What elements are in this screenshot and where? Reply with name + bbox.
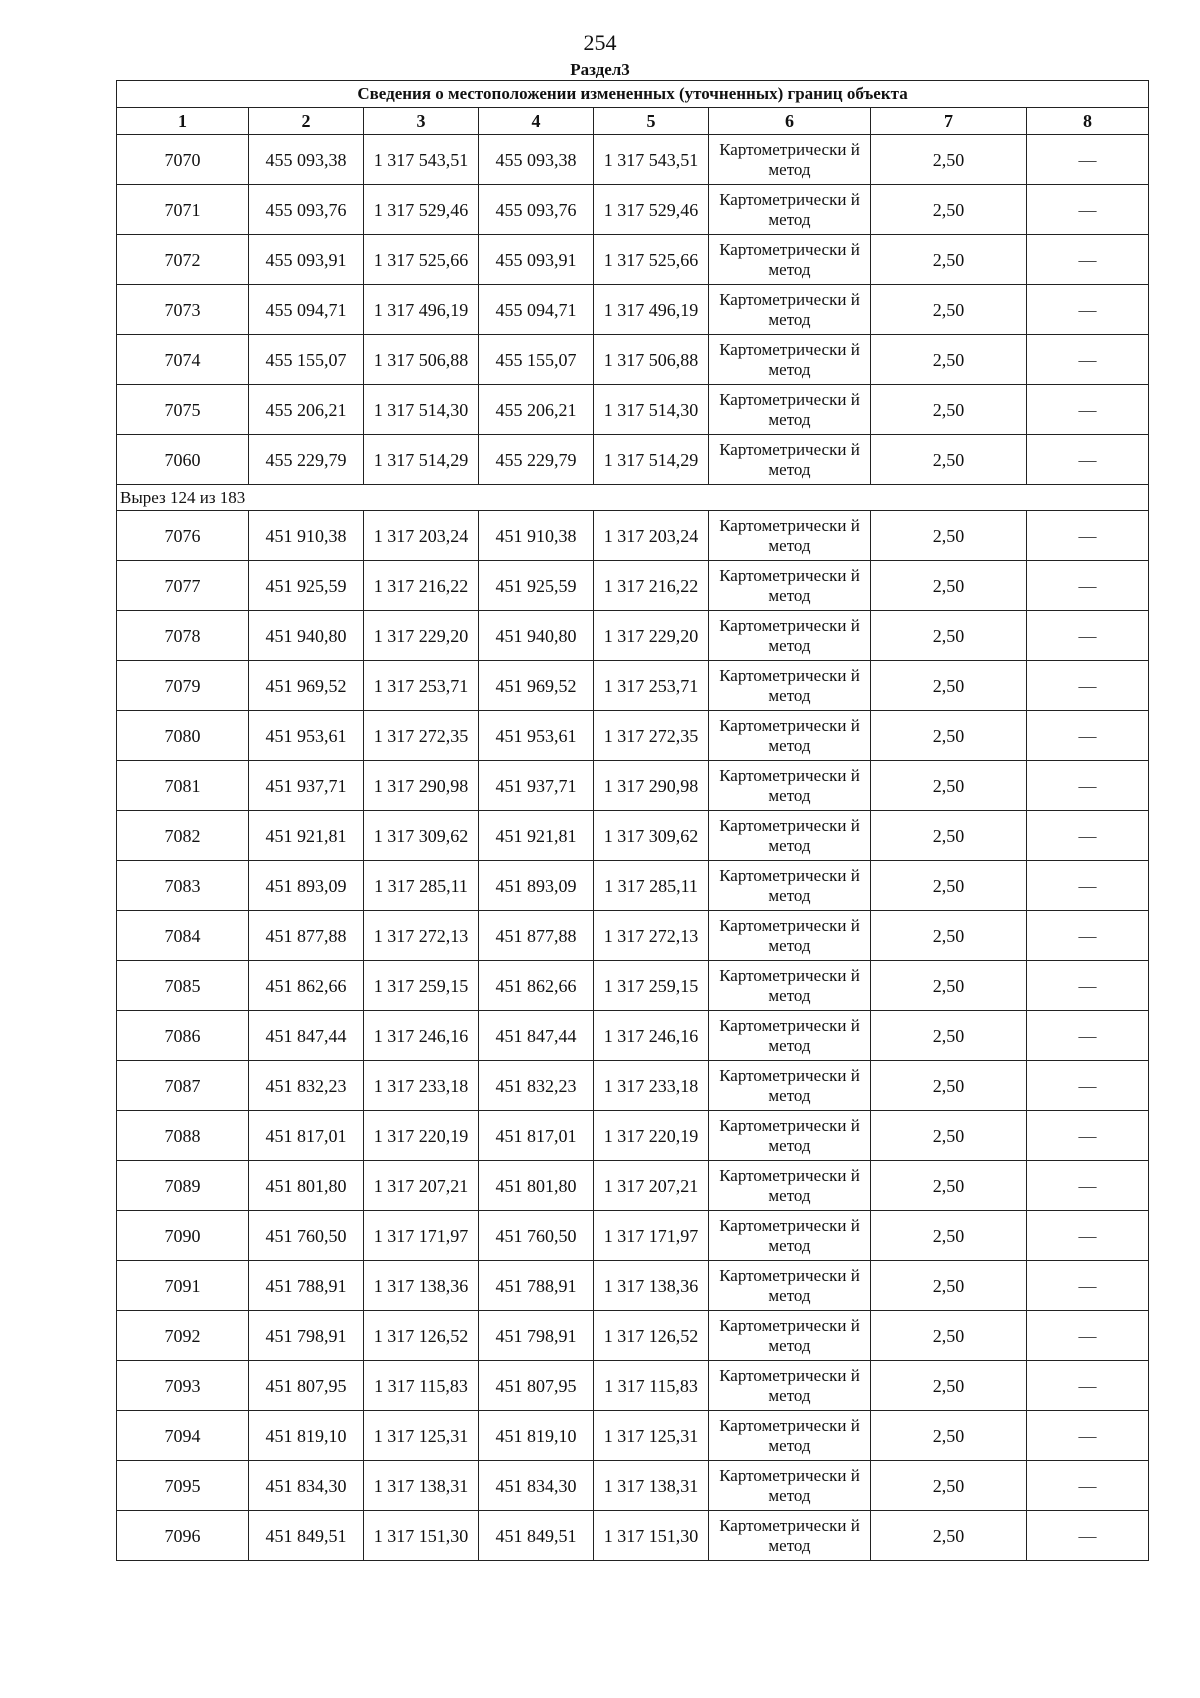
point-number-cell: 7081 bbox=[117, 761, 249, 811]
accuracy-cell: 2,50 bbox=[871, 1411, 1027, 1461]
x-new-cell: 451 921,81 bbox=[479, 811, 594, 861]
y-existing-cell: 1 317 115,83 bbox=[364, 1361, 479, 1411]
point-number-cell: 7074 bbox=[117, 335, 249, 385]
y-new-cell: 1 317 514,29 bbox=[594, 435, 709, 485]
column-header: 6 bbox=[709, 108, 871, 135]
table-row bbox=[117, 1261, 1149, 1311]
method-cell: Картометрически й метод bbox=[709, 135, 871, 185]
x-existing-cell: 455 094,71 bbox=[249, 285, 364, 335]
x-existing-cell: 451 893,09 bbox=[249, 861, 364, 911]
y-existing-cell: 1 317 285,11 bbox=[364, 861, 479, 911]
accuracy-cell: 2,50 bbox=[871, 235, 1027, 285]
method-cell: Картометрически й метод bbox=[709, 511, 871, 561]
description-cell: — bbox=[1027, 285, 1149, 335]
y-new-cell: 1 317 203,24 bbox=[594, 511, 709, 561]
table-row bbox=[117, 1111, 1149, 1161]
y-new-cell: 1 317 138,31 bbox=[594, 1461, 709, 1511]
description-cell: — bbox=[1027, 1161, 1149, 1211]
method-cell: Картометрически й метод bbox=[709, 185, 871, 235]
point-number-cell: 7089 bbox=[117, 1161, 249, 1211]
y-existing-cell: 1 317 233,18 bbox=[364, 1061, 479, 1111]
point-number-cell: 7071 bbox=[117, 185, 249, 235]
y-new-cell: 1 317 272,13 bbox=[594, 911, 709, 961]
y-new-cell: 1 317 229,20 bbox=[594, 611, 709, 661]
section-label: Раздел3 bbox=[570, 60, 630, 79]
y-new-cell: 1 317 171,97 bbox=[594, 1211, 709, 1261]
y-existing-cell: 1 317 259,15 bbox=[364, 961, 479, 1011]
description-cell: — bbox=[1027, 335, 1149, 385]
accuracy-cell: 2,50 bbox=[871, 1511, 1027, 1561]
y-new-cell: 1 317 115,83 bbox=[594, 1361, 709, 1411]
accuracy-cell: 2,50 bbox=[871, 661, 1027, 711]
accuracy-cell: 2,50 bbox=[871, 961, 1027, 1011]
x-existing-cell: 451 798,91 bbox=[249, 1311, 364, 1361]
x-existing-cell: 451 834,30 bbox=[249, 1461, 364, 1511]
x-existing-cell: 451 937,71 bbox=[249, 761, 364, 811]
method-cell: Картометрически й метод bbox=[709, 1361, 871, 1411]
point-number-cell: 7087 bbox=[117, 1061, 249, 1111]
method-cell: Картометрически й метод bbox=[709, 1111, 871, 1161]
accuracy-cell: 2,50 bbox=[871, 435, 1027, 485]
x-new-cell: 451 937,71 bbox=[479, 761, 594, 811]
description-cell: — bbox=[1027, 1061, 1149, 1111]
point-number-cell: 7070 bbox=[117, 135, 249, 185]
table-row bbox=[117, 711, 1149, 761]
x-existing-cell: 451 847,44 bbox=[249, 1011, 364, 1061]
method-cell: Картометрически й метод bbox=[709, 1011, 871, 1061]
description-cell: — bbox=[1027, 511, 1149, 561]
y-existing-cell: 1 317 290,98 bbox=[364, 761, 479, 811]
method-cell: Картометрически й метод bbox=[709, 861, 871, 911]
y-existing-cell: 1 317 506,88 bbox=[364, 335, 479, 385]
accuracy-cell: 2,50 bbox=[871, 861, 1027, 911]
y-existing-cell: 1 317 207,21 bbox=[364, 1161, 479, 1211]
y-new-cell: 1 317 125,31 bbox=[594, 1411, 709, 1461]
table-row bbox=[117, 135, 1149, 185]
y-existing-cell: 1 317 529,46 bbox=[364, 185, 479, 235]
point-number-cell: 7088 bbox=[117, 1111, 249, 1161]
accuracy-cell: 2,50 bbox=[871, 285, 1027, 335]
description-cell: — bbox=[1027, 661, 1149, 711]
method-cell: Картометрически й метод bbox=[709, 285, 871, 335]
x-new-cell: 451 817,01 bbox=[479, 1111, 594, 1161]
y-existing-cell: 1 317 543,51 bbox=[364, 135, 479, 185]
y-existing-cell: 1 317 309,62 bbox=[364, 811, 479, 861]
method-cell: Картометрически й метод bbox=[709, 911, 871, 961]
accuracy-cell: 2,50 bbox=[871, 911, 1027, 961]
point-number-cell: 7076 bbox=[117, 511, 249, 561]
accuracy-cell: 2,50 bbox=[871, 561, 1027, 611]
method-cell: Картометрически й метод bbox=[709, 961, 871, 1011]
table-row bbox=[117, 1161, 1149, 1211]
description-cell: — bbox=[1027, 1511, 1149, 1561]
method-cell: Картометрически й метод bbox=[709, 385, 871, 435]
point-number-cell: 7083 bbox=[117, 861, 249, 911]
accuracy-cell: 2,50 bbox=[871, 1311, 1027, 1361]
y-existing-cell: 1 317 496,19 bbox=[364, 285, 479, 335]
method-cell: Картометрически й метод bbox=[709, 1511, 871, 1561]
point-number-cell: 7085 bbox=[117, 961, 249, 1011]
x-existing-cell: 451 801,80 bbox=[249, 1161, 364, 1211]
y-new-cell: 1 317 529,46 bbox=[594, 185, 709, 235]
point-number-cell: 7082 bbox=[117, 811, 249, 861]
description-cell: — bbox=[1027, 561, 1149, 611]
x-existing-cell: 451 921,81 bbox=[249, 811, 364, 861]
y-new-cell: 1 317 207,21 bbox=[594, 1161, 709, 1211]
x-new-cell: 451 807,95 bbox=[479, 1361, 594, 1411]
table-row bbox=[117, 185, 1149, 235]
table-row bbox=[117, 811, 1149, 861]
method-cell: Картометрически й метод bbox=[709, 811, 871, 861]
x-new-cell: 455 093,38 bbox=[479, 135, 594, 185]
table-title: Сведения о местоположении измененных (уточненных) границ объекта bbox=[117, 81, 1149, 108]
y-new-cell: 1 317 126,52 bbox=[594, 1311, 709, 1361]
y-new-cell: 1 317 138,36 bbox=[594, 1261, 709, 1311]
description-cell: — bbox=[1027, 811, 1149, 861]
point-number-cell: 7073 bbox=[117, 285, 249, 335]
x-new-cell: 451 925,59 bbox=[479, 561, 594, 611]
accuracy-cell: 2,50 bbox=[871, 761, 1027, 811]
method-cell: Картометрически й метод bbox=[709, 761, 871, 811]
table-row bbox=[117, 961, 1149, 1011]
column-header: 5 bbox=[594, 108, 709, 135]
x-existing-cell: 455 229,79 bbox=[249, 435, 364, 485]
x-new-cell: 451 788,91 bbox=[479, 1261, 594, 1311]
description-cell: — bbox=[1027, 911, 1149, 961]
accuracy-cell: 2,50 bbox=[871, 1161, 1027, 1211]
table-row bbox=[117, 1361, 1149, 1411]
accuracy-cell: 2,50 bbox=[871, 1011, 1027, 1061]
description-cell: — bbox=[1027, 435, 1149, 485]
x-new-cell: 455 229,79 bbox=[479, 435, 594, 485]
accuracy-cell: 2,50 bbox=[871, 1061, 1027, 1111]
column-header: 1 bbox=[117, 108, 249, 135]
accuracy-cell: 2,50 bbox=[871, 1461, 1027, 1511]
accuracy-cell: 2,50 bbox=[871, 335, 1027, 385]
x-new-cell: 451 969,52 bbox=[479, 661, 594, 711]
table-row bbox=[117, 435, 1149, 485]
x-new-cell: 451 862,66 bbox=[479, 961, 594, 1011]
x-new-cell: 451 834,30 bbox=[479, 1461, 594, 1511]
x-new-cell: 451 798,91 bbox=[479, 1311, 594, 1361]
table-row bbox=[117, 761, 1149, 811]
page-number: 254 bbox=[583, 30, 617, 55]
accuracy-cell: 2,50 bbox=[871, 185, 1027, 235]
x-existing-cell: 451 849,51 bbox=[249, 1511, 364, 1561]
x-existing-cell: 451 832,23 bbox=[249, 1061, 364, 1111]
column-header: 7 bbox=[871, 108, 1027, 135]
y-existing-cell: 1 317 151,30 bbox=[364, 1511, 479, 1561]
x-existing-cell: 455 093,76 bbox=[249, 185, 364, 235]
description-cell: — bbox=[1027, 185, 1149, 235]
y-new-cell: 1 317 272,35 bbox=[594, 711, 709, 761]
accuracy-cell: 2,50 bbox=[871, 1261, 1027, 1311]
accuracy-cell: 2,50 bbox=[871, 811, 1027, 861]
table-row bbox=[117, 1061, 1149, 1111]
x-existing-cell: 455 093,91 bbox=[249, 235, 364, 285]
method-cell: Картометрически й метод bbox=[709, 1161, 871, 1211]
column-header: 2 bbox=[249, 108, 364, 135]
point-number-cell: 7091 bbox=[117, 1261, 249, 1311]
description-cell: — bbox=[1027, 711, 1149, 761]
y-new-cell: 1 317 233,18 bbox=[594, 1061, 709, 1111]
y-existing-cell: 1 317 229,20 bbox=[364, 611, 479, 661]
description-cell: — bbox=[1027, 611, 1149, 661]
method-cell: Картометрически й метод bbox=[709, 611, 871, 661]
x-new-cell: 451 893,09 bbox=[479, 861, 594, 911]
y-new-cell: 1 317 543,51 bbox=[594, 135, 709, 185]
x-existing-cell: 455 155,07 bbox=[249, 335, 364, 385]
y-existing-cell: 1 317 220,19 bbox=[364, 1111, 479, 1161]
table-row bbox=[117, 611, 1149, 661]
table-row bbox=[117, 335, 1149, 385]
x-new-cell: 455 206,21 bbox=[479, 385, 594, 435]
point-number-cell: 7086 bbox=[117, 1011, 249, 1061]
description-cell: — bbox=[1027, 385, 1149, 435]
y-new-cell: 1 317 309,62 bbox=[594, 811, 709, 861]
method-cell: Картометрически й метод bbox=[709, 1211, 871, 1261]
y-existing-cell: 1 317 272,35 bbox=[364, 711, 479, 761]
x-existing-cell: 455 206,21 bbox=[249, 385, 364, 435]
x-new-cell: 455 093,91 bbox=[479, 235, 594, 285]
coordinates-table bbox=[116, 80, 1149, 1561]
table-row bbox=[117, 385, 1149, 435]
x-new-cell: 451 832,23 bbox=[479, 1061, 594, 1111]
description-cell: — bbox=[1027, 135, 1149, 185]
description-cell: — bbox=[1027, 961, 1149, 1011]
y-new-cell: 1 317 285,11 bbox=[594, 861, 709, 911]
accuracy-cell: 2,50 bbox=[871, 385, 1027, 435]
table-row bbox=[117, 561, 1149, 611]
point-number-cell: 7060 bbox=[117, 435, 249, 485]
accuracy-cell: 2,50 bbox=[871, 611, 1027, 661]
table-body bbox=[117, 81, 1149, 1561]
x-new-cell: 451 953,61 bbox=[479, 711, 594, 761]
x-existing-cell: 451 788,91 bbox=[249, 1261, 364, 1311]
point-number-cell: 7093 bbox=[117, 1361, 249, 1411]
x-existing-cell: 451 925,59 bbox=[249, 561, 364, 611]
table-row bbox=[117, 1411, 1149, 1461]
y-existing-cell: 1 317 216,22 bbox=[364, 561, 479, 611]
column-header: 8 bbox=[1027, 108, 1149, 135]
y-new-cell: 1 317 259,15 bbox=[594, 961, 709, 1011]
y-new-cell: 1 317 253,71 bbox=[594, 661, 709, 711]
table-row bbox=[117, 1311, 1149, 1361]
x-existing-cell: 451 910,38 bbox=[249, 511, 364, 561]
y-existing-cell: 1 317 138,36 bbox=[364, 1261, 479, 1311]
description-cell: — bbox=[1027, 1111, 1149, 1161]
point-number-cell: 7094 bbox=[117, 1411, 249, 1461]
x-new-cell: 455 155,07 bbox=[479, 335, 594, 385]
description-cell: — bbox=[1027, 1011, 1149, 1061]
x-new-cell: 455 094,71 bbox=[479, 285, 594, 335]
column-header-row bbox=[117, 108, 1149, 135]
x-existing-cell: 451 819,10 bbox=[249, 1411, 364, 1461]
table-row bbox=[117, 1211, 1149, 1261]
y-new-cell: 1 317 290,98 bbox=[594, 761, 709, 811]
x-new-cell: 451 760,50 bbox=[479, 1211, 594, 1261]
point-number-cell: 7077 bbox=[117, 561, 249, 611]
x-existing-cell: 451 969,52 bbox=[249, 661, 364, 711]
x-existing-cell: 451 877,88 bbox=[249, 911, 364, 961]
accuracy-cell: 2,50 bbox=[871, 135, 1027, 185]
table-row bbox=[117, 511, 1149, 561]
method-cell: Картометрически й метод bbox=[709, 1061, 871, 1111]
point-number-cell: 7072 bbox=[117, 235, 249, 285]
point-number-cell: 7096 bbox=[117, 1511, 249, 1561]
column-header: 4 bbox=[479, 108, 594, 135]
method-cell: Картометрически й метод bbox=[709, 1261, 871, 1311]
method-cell: Картометрически й метод bbox=[709, 1411, 871, 1461]
table-row bbox=[117, 861, 1149, 911]
x-existing-cell: 451 817,01 bbox=[249, 1111, 364, 1161]
x-existing-cell: 451 760,50 bbox=[249, 1211, 364, 1261]
accuracy-cell: 2,50 bbox=[871, 1211, 1027, 1261]
x-existing-cell: 451 862,66 bbox=[249, 961, 364, 1011]
y-existing-cell: 1 317 514,30 bbox=[364, 385, 479, 435]
description-cell: — bbox=[1027, 235, 1149, 285]
x-new-cell: 451 877,88 bbox=[479, 911, 594, 961]
y-new-cell: 1 317 216,22 bbox=[594, 561, 709, 611]
y-new-cell: 1 317 506,88 bbox=[594, 335, 709, 385]
table-row bbox=[117, 235, 1149, 285]
x-existing-cell: 451 940,80 bbox=[249, 611, 364, 661]
accuracy-cell: 2,50 bbox=[871, 1361, 1027, 1411]
method-cell: Картометрически й метод bbox=[709, 335, 871, 385]
x-new-cell: 451 819,10 bbox=[479, 1411, 594, 1461]
description-cell: — bbox=[1027, 1361, 1149, 1411]
table-row bbox=[117, 911, 1149, 961]
description-cell: — bbox=[1027, 1261, 1149, 1311]
y-new-cell: 1 317 220,19 bbox=[594, 1111, 709, 1161]
section-label-cell: Вырез 124 из 183 bbox=[117, 485, 1149, 511]
description-cell: — bbox=[1027, 1211, 1149, 1261]
x-new-cell: 451 940,80 bbox=[479, 611, 594, 661]
x-new-cell: 451 849,51 bbox=[479, 1511, 594, 1561]
table-title-row bbox=[117, 81, 1149, 108]
x-new-cell: 451 801,80 bbox=[479, 1161, 594, 1211]
description-cell: — bbox=[1027, 1411, 1149, 1461]
method-cell: Картометрически й метод bbox=[709, 1461, 871, 1511]
point-number-cell: 7075 bbox=[117, 385, 249, 435]
accuracy-cell: 2,50 bbox=[871, 711, 1027, 761]
method-cell: Картометрически й метод bbox=[709, 661, 871, 711]
section-row bbox=[117, 485, 1149, 511]
table-row bbox=[117, 1011, 1149, 1061]
y-new-cell: 1 317 496,19 bbox=[594, 285, 709, 335]
point-number-cell: 7080 bbox=[117, 711, 249, 761]
y-new-cell: 1 317 151,30 bbox=[594, 1511, 709, 1561]
table-row bbox=[117, 285, 1149, 335]
method-cell: Картометрически й метод bbox=[709, 561, 871, 611]
point-number-cell: 7084 bbox=[117, 911, 249, 961]
method-cell: Картометрически й метод bbox=[709, 1311, 871, 1361]
description-cell: — bbox=[1027, 861, 1149, 911]
point-number-cell: 7090 bbox=[117, 1211, 249, 1261]
y-existing-cell: 1 317 253,71 bbox=[364, 661, 479, 711]
x-existing-cell: 455 093,38 bbox=[249, 135, 364, 185]
y-new-cell: 1 317 525,66 bbox=[594, 235, 709, 285]
y-new-cell: 1 317 246,16 bbox=[594, 1011, 709, 1061]
y-existing-cell: 1 317 138,31 bbox=[364, 1461, 479, 1511]
accuracy-cell: 2,50 bbox=[871, 1111, 1027, 1161]
y-existing-cell: 1 317 125,31 bbox=[364, 1411, 479, 1461]
y-existing-cell: 1 317 203,24 bbox=[364, 511, 479, 561]
method-cell: Картометрически й метод bbox=[709, 435, 871, 485]
x-new-cell: 451 910,38 bbox=[479, 511, 594, 561]
description-cell: — bbox=[1027, 761, 1149, 811]
point-number-cell: 7078 bbox=[117, 611, 249, 661]
description-cell: — bbox=[1027, 1311, 1149, 1361]
description-cell: — bbox=[1027, 1461, 1149, 1511]
x-new-cell: 451 847,44 bbox=[479, 1011, 594, 1061]
point-number-cell: 7095 bbox=[117, 1461, 249, 1511]
method-cell: Картометрически й метод bbox=[709, 235, 871, 285]
x-existing-cell: 451 807,95 bbox=[249, 1361, 364, 1411]
y-existing-cell: 1 317 272,13 bbox=[364, 911, 479, 961]
point-number-cell: 7092 bbox=[117, 1311, 249, 1361]
table-row bbox=[117, 661, 1149, 711]
y-existing-cell: 1 317 514,29 bbox=[364, 435, 479, 485]
accuracy-cell: 2,50 bbox=[871, 511, 1027, 561]
table-row bbox=[117, 1511, 1149, 1561]
y-existing-cell: 1 317 126,52 bbox=[364, 1311, 479, 1361]
y-existing-cell: 1 317 525,66 bbox=[364, 235, 479, 285]
table-row bbox=[117, 1461, 1149, 1511]
y-new-cell: 1 317 514,30 bbox=[594, 385, 709, 435]
x-existing-cell: 451 953,61 bbox=[249, 711, 364, 761]
column-header: 3 bbox=[364, 108, 479, 135]
method-cell: Картометрически й метод bbox=[709, 711, 871, 761]
x-new-cell: 455 093,76 bbox=[479, 185, 594, 235]
y-existing-cell: 1 317 246,16 bbox=[364, 1011, 479, 1061]
point-number-cell: 7079 bbox=[117, 661, 249, 711]
y-existing-cell: 1 317 171,97 bbox=[364, 1211, 479, 1261]
